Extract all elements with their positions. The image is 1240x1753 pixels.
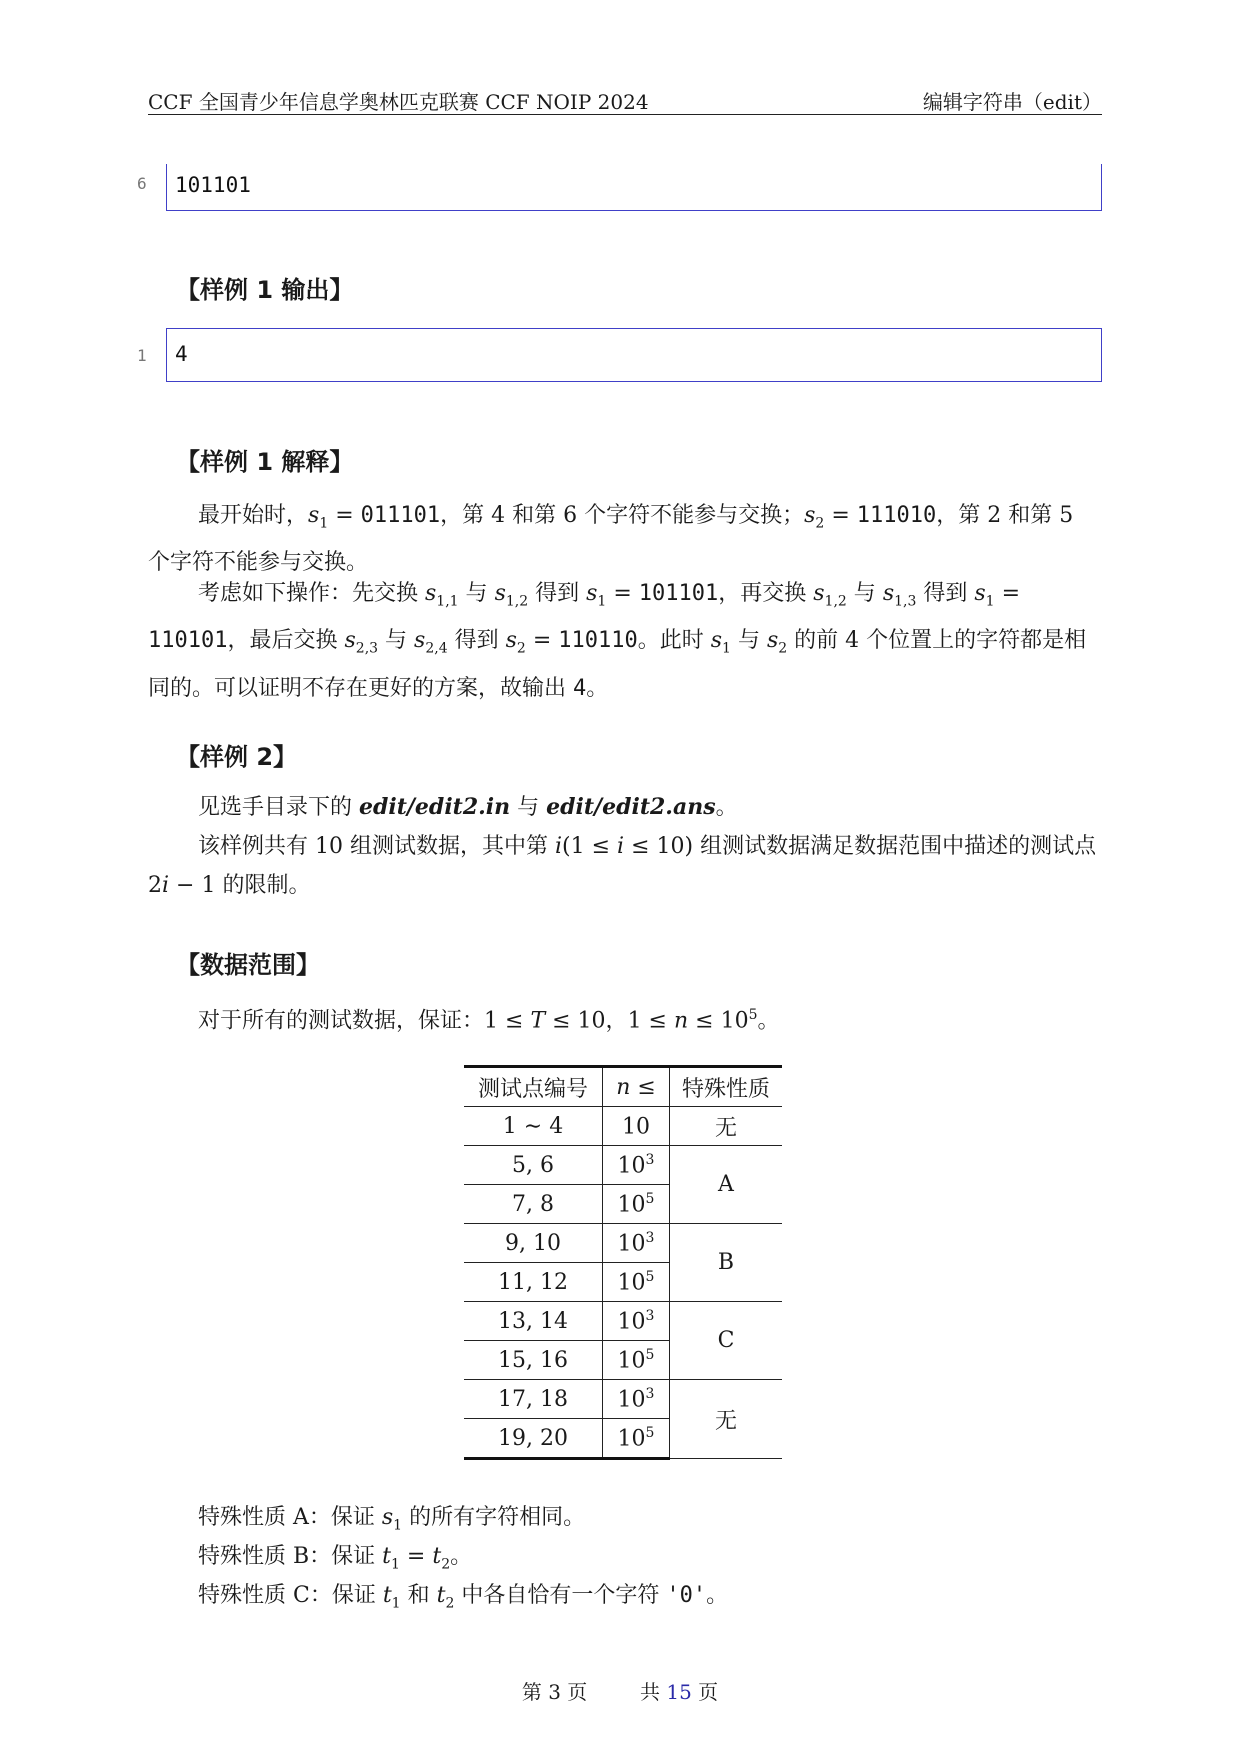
table-cell: $10^5$ <box>603 1263 670 1302</box>
code-line: 4 <box>175 342 188 366</box>
table-cell: 11, 12 <box>464 1263 603 1302</box>
table-header: n ≤ <box>603 1067 670 1107</box>
line-number: 6 <box>137 174 147 193</box>
page-number: 第 3 页 <box>521 1680 588 1704</box>
table-cell: 19, 20 <box>464 1419 603 1459</box>
page-total: 共 15 页 <box>640 1680 719 1704</box>
table-row <box>464 1107 782 1146</box>
table-cell: $10^3$ <box>603 1146 670 1185</box>
table-cell: 无 <box>670 1380 783 1459</box>
table-cell: 9, 10 <box>464 1224 603 1263</box>
special-property-a: 特殊性质 A：保证 $s_1$ 的所有字符相同。 <box>198 1505 586 1534</box>
table-cell: $10^3$ <box>603 1302 670 1341</box>
table-cell: $10^5$ <box>603 1341 670 1380</box>
line-number: 1 <box>137 346 147 365</box>
sample1-explain-heading: 【样例 1 解释】 <box>176 448 354 476</box>
table-cell: C <box>670 1302 783 1380</box>
header-problem-name: 编辑字符串（edit） <box>922 90 1102 114</box>
table-header: 特殊性质 <box>670 1067 783 1107</box>
explain-paragraph-1: 最开始时，$s_1 = 011101$，第 4 和第 6 个字符不能参与交换；$s_2 = 111010$，第 2 和第 5 个字符不能参与交换。 <box>148 503 1074 576</box>
table-cell: $10^5$ <box>603 1185 670 1224</box>
sample2-paragraph: 见选手目录下的 edit/edit2.in 与 edit/edit2.ans。 该样例共有 10 组测试数据，其中第 i(1 ≤ i ≤ 10) 组测试数据满足数据范围中描述的测试点 2i − 1 的限制。 <box>148 794 1097 898</box>
table-cell: A <box>670 1146 783 1224</box>
explain-paragraph-2: 考虑如下操作：先交换 $s_{1,1}$ 与 $s_{1,2}$ 得到 $s_1 = 101101$，再交换 $s_{1,2}$ 与 $s_{1,3}$ 得到 $s_1 = 110101$，最后交换 $s_{2,3}$ 与 $s_{2,4}$ 得到 $s_2 = 110110$。此时 $s_1$ 与 $s_2$ 的前 4 个位置上的字符都是相同的。可以证明不存在更好的方案，故输出 4。 <box>148 581 1087 701</box>
table-cell: $10^5$ <box>603 1419 670 1459</box>
page-footer <box>0 1676 1240 1705</box>
table-header: 测试点编号 <box>464 1067 603 1107</box>
table-cell: 无 <box>670 1107 783 1146</box>
sample1-output-heading: 【样例 1 输出】 <box>176 276 354 304</box>
table-cell: 5, 6 <box>464 1146 603 1185</box>
header-title: CCF 全国青少年信息学奥林匹克联赛 CCF NOIP 2024 <box>148 90 649 114</box>
table-cell: 13, 14 <box>464 1302 603 1341</box>
file-path: edit/edit2.ans <box>546 794 716 820</box>
table-cell: $10^3$ <box>603 1224 670 1263</box>
table-cell: 15, 16 <box>464 1341 603 1380</box>
data-range-intro: 对于所有的测试数据，保证：1 ≤ T ≤ 10，$1 \le n \le 10^5$。 <box>198 1007 780 1034</box>
file-path: edit/edit2.in <box>359 794 511 820</box>
table-row <box>464 1380 782 1419</box>
sample1-input-code-block <box>166 164 1102 211</box>
table-cell: 10 <box>603 1107 670 1146</box>
table-cell: 17, 18 <box>464 1380 603 1419</box>
code-line: 101101 <box>175 173 251 197</box>
table-cell: 7, 8 <box>464 1185 603 1224</box>
special-property-b: 特殊性质 B：保证 $t_1 = t_2$。 <box>198 1544 473 1573</box>
table-cell: 1 ∼ 4 <box>464 1107 603 1146</box>
header-divider <box>148 114 1102 115</box>
table-header-row <box>464 1067 782 1107</box>
table-cell: $10^3$ <box>603 1380 670 1419</box>
special-property-c: 特殊性质 C：保证 $t_1$ 和 $t_2$ 中各自恰有一个字符 '0'。 <box>198 1583 729 1612</box>
table-row <box>464 1302 782 1341</box>
table-cell: B <box>670 1224 783 1302</box>
data-range-heading: 【数据范围】 <box>176 951 320 979</box>
table-row <box>464 1224 782 1263</box>
sample2-heading: 【样例 2】 <box>176 743 298 771</box>
sample1-output-code-block <box>166 328 1102 382</box>
data-range-table <box>464 1065 782 1460</box>
table-row <box>464 1146 782 1185</box>
